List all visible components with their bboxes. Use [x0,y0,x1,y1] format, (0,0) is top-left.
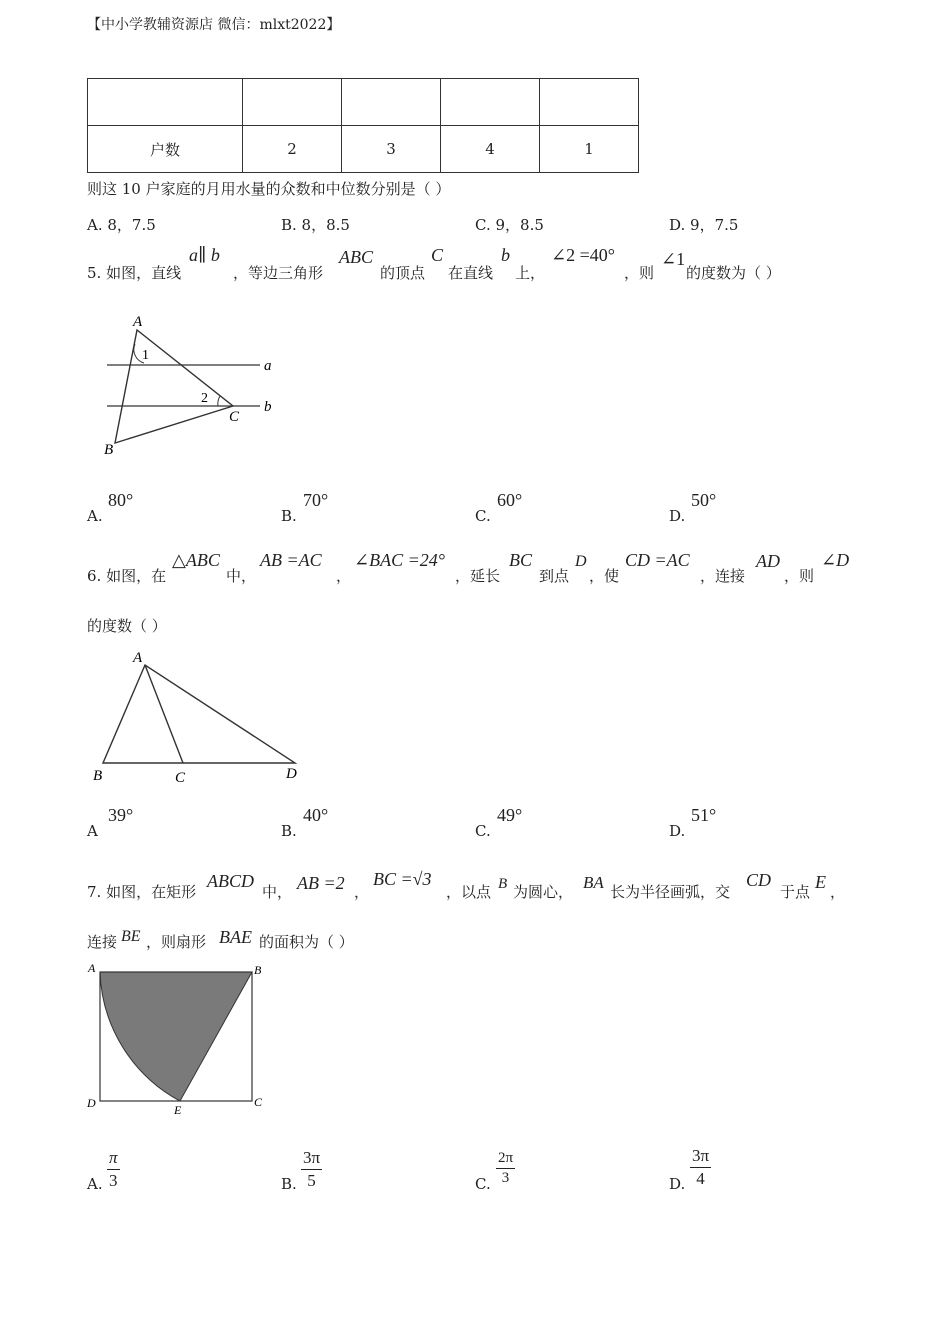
q7-option-d-fraction [690,1146,711,1189]
q6-stem-text: ， [336,567,352,585]
q5-math-b: b [501,245,510,265]
water-usage-table [87,78,639,173]
q7-stem-text: 中， [262,883,293,901]
q5-stem-text: 的度数为（ ） [686,264,781,282]
table-cell: 4 [441,126,540,173]
q7-option-c-fraction [496,1150,515,1187]
table-cell [441,79,540,126]
q7-option-a-fraction [107,1148,120,1191]
fraction-denominator: 3 [109,1171,118,1190]
q5-math-angle1: ∠1 [661,249,686,269]
fraction-numerator: π [107,1148,120,1170]
fig-label-angle1: 1 [142,348,149,363]
q5-figure-parallel-lines-triangle [95,308,285,463]
fig-label-d-vertex: D [87,1096,96,1110]
header-watermark: 【中小学教辅资源店 微信：mlxt2022】 [87,17,341,33]
q7-stem-line2: 连接 [87,933,118,951]
q5-option-d-value: 50° [691,490,717,510]
q4-option-c: C. 9，8.5 [475,216,544,234]
q7-stem-text: ， [354,883,370,901]
q5-math-parallel: a∥ b [189,245,220,265]
fig-label-a-vertex: A [133,650,143,666]
q4-option-d: D. 9，7.5 [669,216,739,234]
q7-math-bae: BAE [219,927,252,947]
fig-label-d-vertex: D [286,766,297,782]
q5-math-angle2: ∠2 =40° [551,245,615,265]
q7-option-b-fraction [301,1148,322,1191]
q5-stem-text: ，等边三角形 [233,264,324,282]
q7-stem-text: 为圆心， [513,883,574,901]
fig-label-line-a: a [264,358,272,374]
table-cell: 户数 [88,126,243,173]
table-cell: 2 [243,126,342,173]
q7-option-d-letter: D. [669,1175,686,1193]
fraction-numerator: 2π [496,1150,515,1169]
q6-stem-text: 到点 [539,567,570,585]
fig-label-b-vertex: B [254,963,262,977]
q6-math-d: D [575,553,587,570]
fraction-numerator: 3π [301,1148,322,1170]
q5-stem-text: 在直线 [448,264,494,282]
q6-stem-text: 中， [226,567,257,585]
fraction-denominator: 4 [696,1169,705,1188]
q7-math-b: B [498,876,508,892]
table-cell [243,79,342,126]
q6-stem-text: ，则 [784,567,815,585]
q7-math-abcd: ABCD [207,871,254,891]
table-cell [88,79,243,126]
q4-option-a: A. 8，7.5 [87,216,156,234]
q5-option-c-letter: C. [475,507,491,525]
q7-stem-text: 7. 如图，在矩形 [87,883,197,901]
table-cell [540,79,639,126]
q5-option-c-value: 60° [497,490,523,510]
q5-stem-text: 5. 如图，直线 [87,264,182,282]
q5-stem-text: ，则 [624,264,655,282]
q6-option-d-value: 51° [691,805,717,825]
q7-math-ab: AB =2 [297,873,345,893]
q6-stem-text: 6. 如图，在 [87,567,167,585]
fraction-denominator: 5 [307,1171,316,1190]
q7-stem-line2: ，则扇形 [146,933,207,951]
q5-math-c: C [431,245,444,265]
q7-stem-text: 于点 [780,883,811,901]
q5-stem-text: 的顶点 [380,264,426,282]
q6-option-b-value: 40° [303,805,329,825]
q7-math-cd: CD [746,870,772,890]
q6-option-c-value: 49° [497,805,523,825]
q6-option-a-letter: A [87,822,98,840]
q5-option-a-letter: A. [87,507,103,525]
q6-option-d-letter: D. [669,822,686,840]
q6-option-c-letter: C. [475,822,491,840]
q7-figure-rectangle-sector [84,958,269,1120]
q7-math-be: BE [121,928,141,945]
q7-stem-text: ， [830,883,846,901]
q6-math-bc: BC [509,550,533,570]
fig-label-c-vertex: C [254,1095,263,1109]
fig-label-line-b: b [264,399,272,415]
q6-option-a-value: 39° [108,805,134,825]
q6-math-ad: AD [756,551,780,571]
q7-math-e: E [815,872,826,892]
q6-stem-text: ，使 [589,567,620,585]
table-cell: 3 [342,126,441,173]
fig-label-b-vertex: B [104,442,114,458]
fig-label-c-vertex: C [229,409,240,425]
fig-label-a-vertex: A [88,961,96,975]
q5-option-a-value: 80° [108,490,134,510]
fraction-denominator: 3 [501,1170,510,1186]
q4-stem: 则这 10 户家庭的月用水量的众数和中位数分别是（ ） [87,180,451,198]
q6-math-cd-ac: CD =AC [625,550,690,570]
q6-figure-triangle-extension [90,645,305,790]
q5-option-d-letter: D. [669,507,686,525]
fig-label-e-point: E [174,1103,182,1117]
q7-option-b-letter: B. [281,1175,297,1193]
q5-stem-text: 上， [515,264,546,282]
q6-stem-line2: 的度数（ ） [87,617,167,635]
q7-math-bc: BC =√3 [373,869,432,889]
q6-stem-text: ，连接 [700,567,746,585]
fig-label-c-vertex: C [175,770,186,786]
q7-option-a-letter: A. [87,1175,103,1193]
table-cell: 1 [540,126,639,173]
fig-label-b-vertex: B [93,768,103,784]
q6-option-b-letter: B. [281,822,297,840]
table-row [88,79,639,126]
q7-stem-text: 长为半径画弧，交 [610,883,731,901]
q6-math-angle-bac: ∠BAC =24° [354,550,445,570]
fraction-numerator: 3π [690,1146,711,1168]
q6-math-ab-ac: AB =AC [260,550,322,570]
fig-label-a-vertex: A [133,314,143,330]
q5-option-b-letter: B. [281,507,297,525]
q7-math-ba: BA [583,873,604,892]
q6-math-triangle: △ABC [172,550,220,570]
q5-option-b-value: 70° [303,490,329,510]
table-row [88,126,639,173]
q4-option-b: B. 8，8.5 [281,216,350,234]
table-cell [342,79,441,126]
q7-option-c-letter: C. [475,1175,491,1193]
q7-stem-text: ，以点 [446,883,492,901]
q5-math-abc: ABC [339,247,373,267]
q6-math-angle-d: ∠D [821,550,850,570]
fig-label-angle2: 2 [201,391,208,406]
q7-stem-line2: 的面积为（ ） [259,933,354,951]
q6-stem-text: ，延长 [455,567,501,585]
